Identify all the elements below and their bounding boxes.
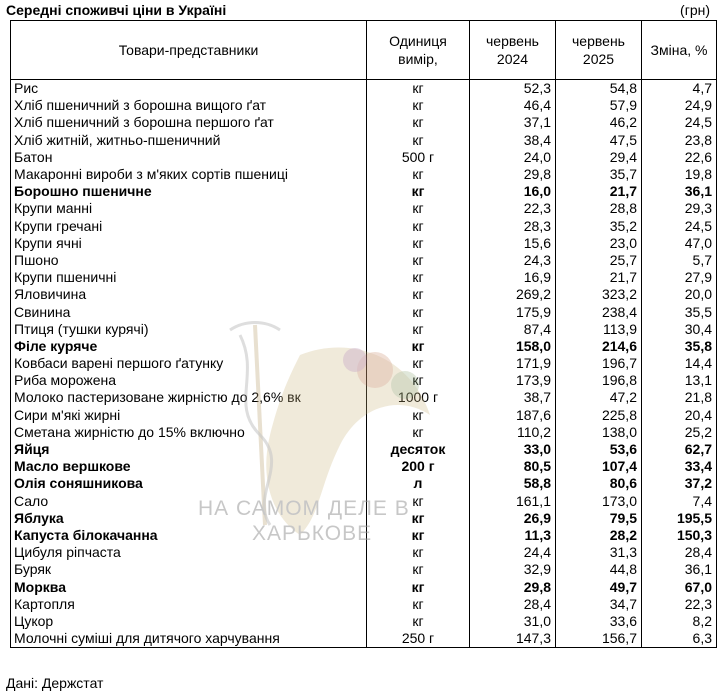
table-row [11,166,717,183]
price-2025-cell: 46,2 [556,114,642,131]
unit-cell: кг [367,97,470,114]
product-name-cell: Рис [11,80,367,98]
product-name-cell: Сири м'які жирні [11,407,367,424]
table-row [11,613,717,630]
change-cell: 13,1 [642,372,717,389]
price-2025-cell: 238,4 [556,303,642,320]
product-name-cell: Капуста білокачанна [11,527,367,544]
table-row [11,183,717,200]
product-name-cell: Макаронні вироби з м'яких сортів пшениці [11,166,367,183]
unit-cell: кг [367,407,470,424]
product-name-cell: Яблука [11,510,367,527]
unit-cell: кг [367,424,470,441]
price-2024-cell: 175,9 [470,303,556,320]
price-2024-cell: 15,6 [470,235,556,252]
unit-cell: кг [367,200,470,217]
price-2024-cell: 24,0 [470,149,556,166]
price-2024-cell: 22,3 [470,200,556,217]
change-cell: 21,8 [642,389,717,406]
table-row [11,424,717,441]
table-row [11,200,717,217]
change-cell: 28,4 [642,544,717,561]
product-name-cell: Крупи манні [11,200,367,217]
product-name-cell: Яйця [11,441,367,458]
header-june-2024: червень 2024 [470,21,556,80]
change-cell: 27,9 [642,269,717,286]
product-name-cell: Масло вершкове [11,458,367,475]
table-row [11,493,717,510]
unit-cell: кг [367,218,470,235]
product-name-cell: Цукор [11,613,367,630]
price-2025-cell: 225,8 [556,407,642,424]
table-row [11,80,717,98]
price-2025-cell: 49,7 [556,578,642,595]
product-name-cell: Хліб житній, житньо-пшеничний [11,132,367,149]
price-2024-cell: 32,9 [470,561,556,578]
change-cell: 22,3 [642,596,717,613]
product-name-cell: Хліб пшеничний з борошна першого ґат [11,114,367,131]
change-cell: 150,3 [642,527,717,544]
product-name-cell: Свинина [11,303,367,320]
price-2025-cell: 28,2 [556,527,642,544]
watermark-line2: ХАРЬКОВЕ [252,522,373,545]
price-2024-cell: 161,1 [470,493,556,510]
unit-cell: кг [367,132,470,149]
header-unit: Одиниця вимір, [367,21,470,80]
product-name-cell: Олія соняшникова [11,475,367,492]
price-2025-cell: 173,0 [556,493,642,510]
product-name-cell: Батон [11,149,367,166]
header-product: Товари-представники [11,21,367,80]
table-row [11,372,717,389]
price-2025-cell: 113,9 [556,321,642,338]
watermark-line1: НА САМОМ ДЕЛЕ В [198,497,410,520]
title-row [6,0,716,20]
table-row [11,596,717,613]
price-2024-cell: 173,9 [470,372,556,389]
product-name-cell: Цибуля ріпчаста [11,544,367,561]
unit-cell: 1000 г [367,389,470,406]
price-2024-cell: 38,7 [470,389,556,406]
table-row [11,389,717,406]
currency-label: (грн) [680,2,710,18]
unit-cell: десяток [367,441,470,458]
change-cell: 23,8 [642,132,717,149]
change-cell: 62,7 [642,441,717,458]
price-2024-cell: 29,8 [470,166,556,183]
change-cell: 35,8 [642,338,717,355]
price-2025-cell: 57,9 [556,97,642,114]
table-row [11,149,717,166]
header-change: Зміна, % [642,21,717,80]
table-row [11,527,717,544]
price-2025-cell: 28,8 [556,200,642,217]
change-cell: 24,9 [642,97,717,114]
unit-cell: кг [367,114,470,131]
table-row [11,252,717,269]
unit-cell: кг [367,286,470,303]
price-2025-cell: 29,4 [556,149,642,166]
price-2025-cell: 25,7 [556,252,642,269]
change-cell: 22,6 [642,149,717,166]
change-cell: 20,0 [642,286,717,303]
unit-cell: кг [367,544,470,561]
table-row [11,338,717,355]
change-cell: 8,2 [642,613,717,630]
change-cell: 30,4 [642,321,717,338]
price-2024-cell: 38,4 [470,132,556,149]
unit-cell: кг [367,303,470,320]
header-june-2025: червень 2025 [556,21,642,80]
price-2025-cell: 214,6 [556,338,642,355]
table-row [11,475,717,492]
table-header-row [11,21,717,80]
table-row [11,561,717,578]
unit-cell: кг [367,183,470,200]
price-2025-cell: 34,7 [556,596,642,613]
unit-cell: 200 г [367,458,470,475]
change-cell: 19,8 [642,166,717,183]
price-2024-cell: 37,1 [470,114,556,131]
price-2025-cell: 21,7 [556,269,642,286]
unit-cell: кг [367,613,470,630]
change-cell: 36,1 [642,561,717,578]
table-row [11,630,717,648]
price-2024-cell: 269,2 [470,286,556,303]
unit-cell: кг [367,269,470,286]
change-cell: 35,5 [642,303,717,320]
price-2024-cell: 24,4 [470,544,556,561]
price-2024-cell: 16,0 [470,183,556,200]
change-cell: 5,7 [642,252,717,269]
table-row [11,321,717,338]
unit-cell: кг [367,166,470,183]
price-2024-cell: 87,4 [470,321,556,338]
change-cell: 25,2 [642,424,717,441]
unit-cell: кг [367,321,470,338]
price-2025-cell: 54,8 [556,80,642,98]
table-row [11,286,717,303]
price-2025-cell: 80,6 [556,475,642,492]
product-name-cell: Філе куряче [11,338,367,355]
table-row [11,441,717,458]
product-name-cell: Яловичина [11,286,367,303]
price-2024-cell: 46,4 [470,97,556,114]
unit-cell: кг [367,510,470,527]
table-row [11,235,717,252]
price-2024-cell: 147,3 [470,630,556,648]
product-name-cell: Ковбаси варені першого ґатунку [11,355,367,372]
price-2024-cell: 171,9 [470,355,556,372]
change-cell: 37,2 [642,475,717,492]
change-cell: 24,5 [642,218,717,235]
price-2025-cell: 79,5 [556,510,642,527]
change-cell: 33,4 [642,458,717,475]
table-row [11,218,717,235]
change-cell: 24,5 [642,114,717,131]
product-name-cell: Птиця (тушки курячі) [11,321,367,338]
product-name-cell: Борошно пшеничне [11,183,367,200]
product-name-cell: Картопля [11,596,367,613]
price-2025-cell: 35,7 [556,166,642,183]
product-name-cell: Крупи гречані [11,218,367,235]
price-2024-cell: 52,3 [470,80,556,98]
table-row [11,544,717,561]
unit-cell: кг [367,493,470,510]
product-name-cell: Сметана жирністю до 15% включно [11,424,367,441]
price-2024-cell: 16,9 [470,269,556,286]
price-2025-cell: 138,0 [556,424,642,441]
unit-cell: кг [367,235,470,252]
price-2024-cell: 24,3 [470,252,556,269]
unit-cell: кг [367,80,470,98]
product-name-cell: Молочні суміші для дитячого харчування [11,630,367,648]
product-name-cell: Сало [11,493,367,510]
price-2025-cell: 53,6 [556,441,642,458]
change-cell: 47,0 [642,235,717,252]
unit-cell: 500 г [367,149,470,166]
price-2024-cell: 11,3 [470,527,556,544]
price-2024-cell: 29,8 [470,578,556,595]
unit-cell: кг [367,561,470,578]
table-row [11,407,717,424]
page-title: Середні споживчі ціни в Україні [6,2,227,18]
unit-cell: кг [367,527,470,544]
change-cell: 6,3 [642,630,717,648]
change-cell: 14,4 [642,355,717,372]
product-name-cell: Хліб пшеничний з борошна вищого ґат [11,97,367,114]
price-2025-cell: 323,2 [556,286,642,303]
unit-cell: кг [367,596,470,613]
table-row [11,510,717,527]
change-cell: 29,3 [642,200,717,217]
price-2025-cell: 107,4 [556,458,642,475]
price-2025-cell: 47,2 [556,389,642,406]
unit-cell: л [367,475,470,492]
table-row [11,355,717,372]
table-row [11,458,717,475]
change-cell: 7,4 [642,493,717,510]
unit-cell: кг [367,372,470,389]
price-2025-cell: 23,0 [556,235,642,252]
price-2025-cell: 33,6 [556,613,642,630]
source-note: Дані: Держстат [6,675,104,691]
price-2025-cell: 196,7 [556,355,642,372]
table-row [11,132,717,149]
table-row [11,114,717,131]
unit-cell: кг [367,355,470,372]
price-2025-cell: 47,5 [556,132,642,149]
price-2024-cell: 158,0 [470,338,556,355]
change-cell: 67,0 [642,578,717,595]
product-name-cell: Риба морожена [11,372,367,389]
change-cell: 20,4 [642,407,717,424]
table-row [11,303,717,320]
change-cell: 4,7 [642,80,717,98]
table-row [11,269,717,286]
price-2024-cell: 33,0 [470,441,556,458]
price-2025-cell: 21,7 [556,183,642,200]
price-2024-cell: 26,9 [470,510,556,527]
price-2025-cell: 196,8 [556,372,642,389]
price-2025-cell: 44,8 [556,561,642,578]
change-cell: 36,1 [642,183,717,200]
price-2024-cell: 58,8 [470,475,556,492]
table-row [11,578,717,595]
unit-cell: 250 г [367,630,470,648]
price-2025-cell: 156,7 [556,630,642,648]
product-name-cell: Пшоно [11,252,367,269]
product-name-cell: Молоко пастеризоване жирністю до 2,6% вк [11,389,367,406]
price-2025-cell: 35,2 [556,218,642,235]
unit-cell: кг [367,578,470,595]
price-2024-cell: 80,5 [470,458,556,475]
price-2024-cell: 187,6 [470,407,556,424]
price-2024-cell: 28,4 [470,596,556,613]
price-table [10,20,717,648]
price-2024-cell: 110,2 [470,424,556,441]
change-cell: 195,5 [642,510,717,527]
unit-cell: кг [367,252,470,269]
product-name-cell: Крупи пшеничні [11,269,367,286]
price-2024-cell: 31,0 [470,613,556,630]
product-name-cell: Буряк [11,561,367,578]
product-name-cell: Крупи ячні [11,235,367,252]
price-2024-cell: 28,3 [470,218,556,235]
price-2025-cell: 31,3 [556,544,642,561]
product-name-cell: Морква [11,578,367,595]
table-row [11,97,717,114]
unit-cell: кг [367,338,470,355]
